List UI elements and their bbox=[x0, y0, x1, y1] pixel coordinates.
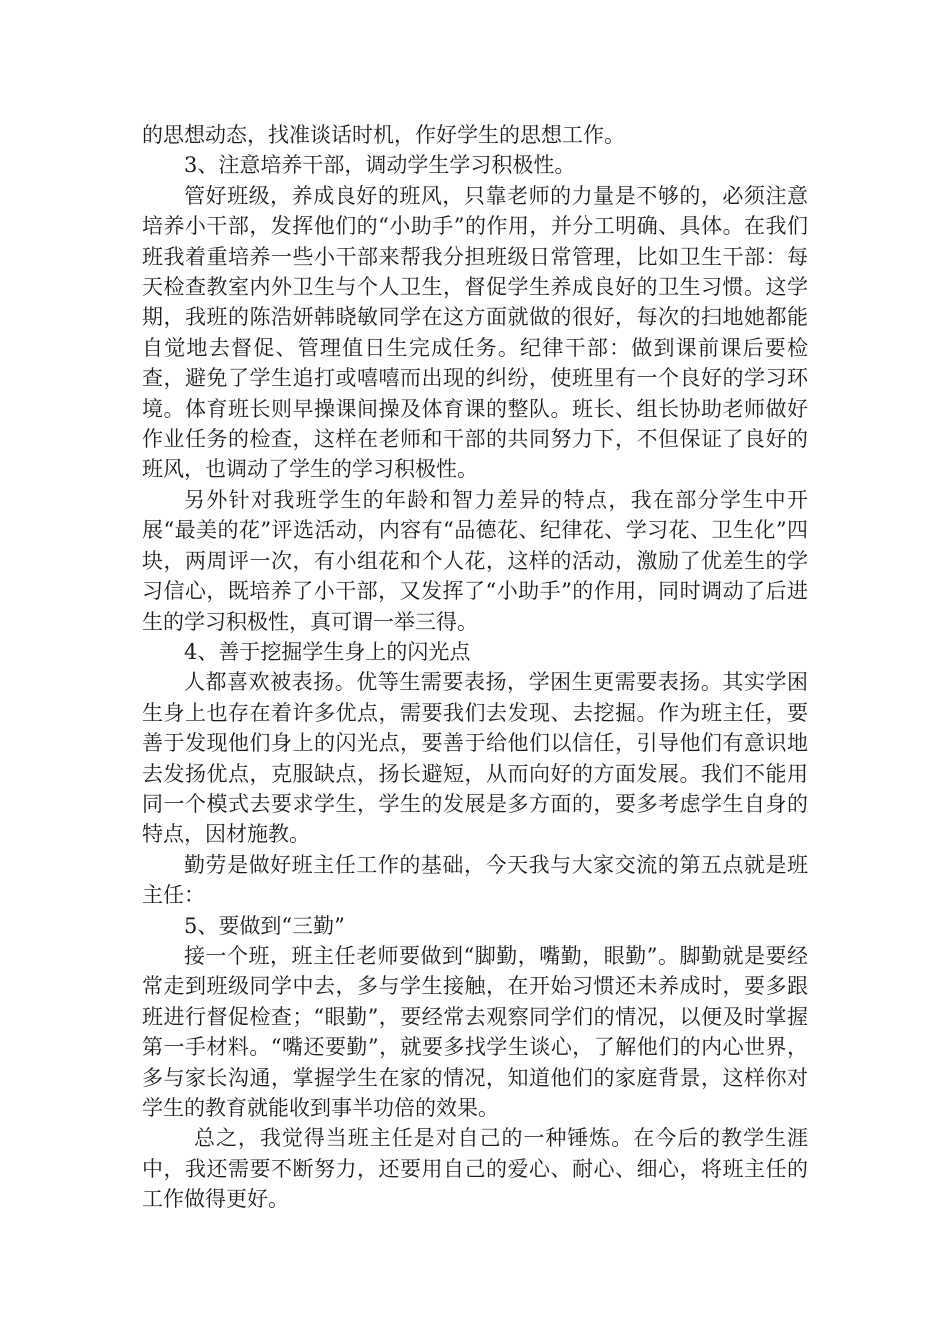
paragraph-flower-activity: 另外针对我班学生的年龄和智力差异的特点，我在部分学生中开展“最美的花”评选活动，内容有“品德花、纪律花、学习花、卫生化”四块，两周评一次，有小组花和个人花，这样的活动，激励了优差生的学习信心，既培养了小干部，又发挥了“小助手”的作用，同时调动了后进生的学习积极性，真可谓一举三得。 bbox=[142, 487, 808, 634]
document-body bbox=[142, 120, 808, 1215]
paragraph-cadre-training: 管好班级，养成良好的班风，只靠老师的力量是不够的，必须注意培养小干部，发挥他们的“小助手”的作用，并分工明确、具体。在我们班我着重培养一些小干部来帮我分担班级日常管理，比如卫生干部：每天检查教室内外卫生与个人卫生，督促学生养成良好的卫生习惯。这学期，我班的陈浩妍韩晓敏同学在这方面就做的很好，每次的扫地她都能自觉地去督促、管理值日生完成任务。纪律干部：做到课前课后要检查，避免了学生追打或嘻嘻而出现的纠纷，使班里有一个良好的学习环境。体育班长则早操课间操及体育课的整队。班长、组长协助老师做好作业任务的检查，这样在老师和干部的共同努力下，不但保证了良好的班风，也调动了学生的学习积极性。 bbox=[142, 183, 808, 482]
paragraph-three-diligences: 接一个班，班主任老师要做到“脚勤，嘴勤，眼勤”。脚勤就是要经常走到班级同学中去，多与学生接触，在开始习惯还未养成时，要多跟班进行督促检查；“眼勤”，要经常去观察同学们的情况，以便及时掌握第一手材料。“嘴还要勤”，就要多找学生谈心，了解他们的内心世界，多与家长沟通，掌握学生在家的情况，知道他们的家庭背景，这样你对学生的教育就能收到事半功倍的效果。 bbox=[142, 943, 808, 1120]
paragraph-praise: 人都喜欢被表扬。优等生需要表扬，学困生更需要表扬。其实学困生身上也存在着许多优点，需要我们去发现、去挖掘。作为班主任，要善于发现他们身上的闪光点，要善于给他们以信任，引导他们有意识地去发扬优点，克服缺点，扬长避短，从而向好的方面发展。我们不能用同一个模式去要求学生，学生的发展是多方面的，要多考虑学生自身的特点，因材施教。 bbox=[142, 670, 808, 847]
paragraph-continuation: 的思想动态，找准谈话时机，作好学生的思想工作。 bbox=[142, 123, 625, 147]
section-heading-4: 4、善于挖掘学生身上的闪光点 bbox=[184, 639, 471, 664]
paragraph-diligence-intro: 勤劳是做好班主任工作的基础，今天我与大家交流的第五点就是班主任： bbox=[142, 852, 808, 908]
paragraph-conclusion: 总之，我觉得当班主任是对自己的一种锤炼。在今后的教学生涯中，我还需要不断努力，还要用自己的爱心、耐心、细心，将班主任的工作做得更好。 bbox=[142, 1126, 808, 1212]
section-heading-3: 3、注意培养干部，调动学生学习积极性。 bbox=[184, 153, 576, 178]
section-heading-5: 5、要做到“三勤” bbox=[184, 913, 345, 938]
